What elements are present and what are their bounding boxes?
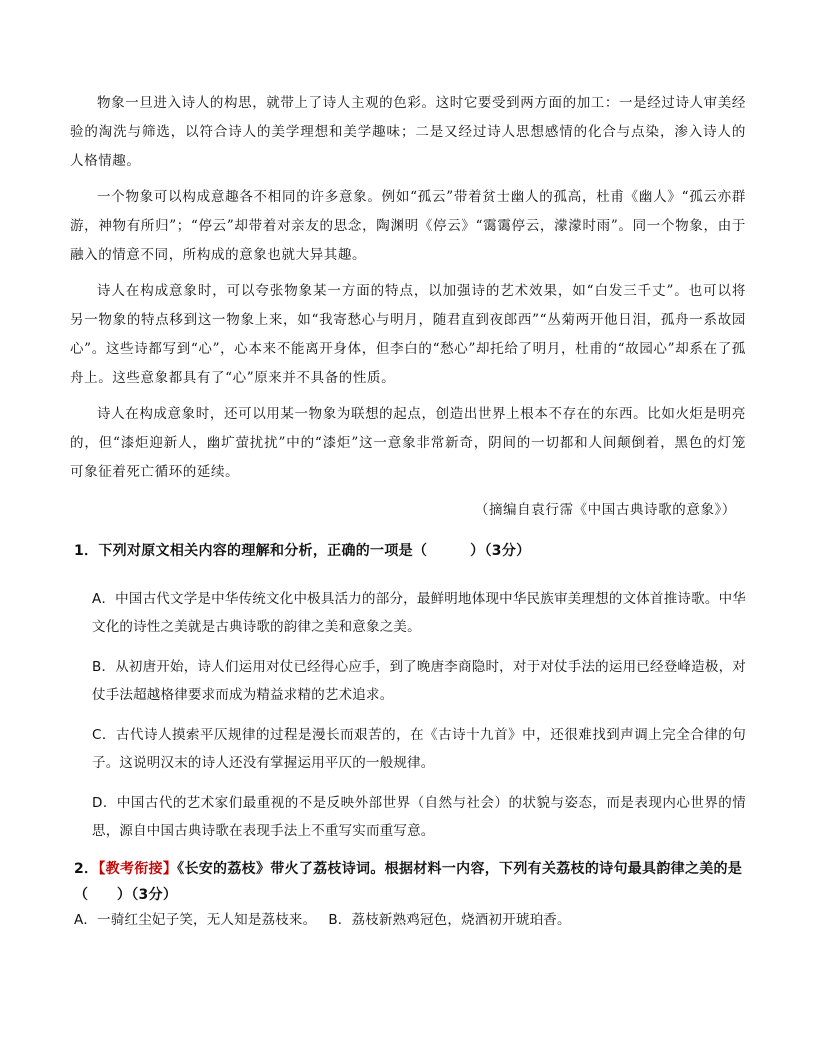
question-1-stem: 1．下列对原文相关内容的理解和分析，正确的一项是（ ）（3分） xyxy=(74,543,531,559)
reading-passage xyxy=(70,89,746,494)
passage-paragraph-3: 诗人在构成意象时，可以夸张物象某一方面的特点，以加强诗的艺术效果，如“白发三千丈”。也可以将另一物象的特点移到这一物象上来，如“我寄愁心与明月，随君直到夜郎西”“丛菊两开他日泪，孤舟一系故园心”。这些诗都写到“心”，心本来不能离开身体，但李白的“愁心”却托给了明月，杜甫的“故园心”却系在了孤舟上。这些意象都具有了“心”原来并不具备的性质。 xyxy=(70,283,746,386)
passage-paragraph-4: 诗人在构成意象时，还可以用某一物象为联想的起点，创造出世界上根本不存在的东西。比如火炬是明亮的，但“漆炬迎新人，幽圹萤扰扰”中的“漆炬”这一意象非常新奇，阴间的一切都和人间颠倒着，黑色的灯笼可象征着死亡循环的延续。 xyxy=(70,406,746,480)
passage-source: （摘编自袁行霈《中国古典诗歌的意象》） xyxy=(474,502,736,518)
question-2-number: 2． xyxy=(74,861,99,877)
question-2-option-a[interactable]: A．一骑红尘妃子笑，无人知是荔枝来。 xyxy=(74,912,317,928)
passage-paragraph-2: 一个物象可以构成意趣各不相同的许多意象。例如“孤云”带着贫士幽人的孤高，杜甫《幽人》“孤云亦群游，神物有所归”；“停云”却带着对亲友的思念，陶渊明《停云》“霭霭停云，濛濛时雨”。同一个物象，由于融入的情意不同，所构成的意象也就大异其趣。 xyxy=(70,189,746,263)
question-2-tag: 【教考衔接】 xyxy=(98,861,178,877)
question-1-option-d[interactable]: D．中国古代的艺术家们最重视的不是反映外部世界（自然与社会）的状貌与姿态，而是表现内心世界的情思，源自中国古典诗歌在表现手法上不重写实而重写意。 xyxy=(92,795,746,839)
question-1-option-a[interactable]: A．中国古代文学是中华传统文化中极具活力的部分，最鲜明地体现中华民族审美理想的文体首推诗歌。中华文化的诗性之美就是古典诗歌的韵律之美和意象之美。 xyxy=(92,591,746,635)
passage-paragraph-1: 物象一旦进入诗人的构思，就带上了诗人主观的色彩。这时它要受到两方面的加工：一是经过诗人审美经验的淘洗与筛选，以符合诗人的美学理想和美学趣味；二是又经过诗人思想感情的化合与点染，渗入诗人的人格情趣。 xyxy=(70,95,746,169)
question-1-option-b[interactable]: B．从初唐开始，诗人们运用对仗已经得心应手，到了晚唐李商隐时，对于对仗手法的运用已经登峰造极，对仗手法超越格律要求而成为精益求精的艺术追求。 xyxy=(92,659,746,703)
question-2-options xyxy=(74,906,571,934)
question-1-option-c[interactable]: C．古代诗人摸索平仄规律的过程是漫长而艰苦的，在《古诗十九首》中，还很难找到声调上完全合律的句子。这说明汉末的诗人还没有掌握运用平仄的一般规律。 xyxy=(92,727,746,771)
question-2-text: 《长安的荔枝》带火了荔枝诗词。根据材料一内容，下列有关荔枝的诗句最具韵律之美的是（ ）（3分） xyxy=(74,861,743,903)
question-2-option-b[interactable]: B．荔枝新熟鸡冠色，烧酒初开琥珀香。 xyxy=(328,912,571,928)
question-1-options xyxy=(92,585,746,857)
question-2-stem xyxy=(74,856,744,908)
